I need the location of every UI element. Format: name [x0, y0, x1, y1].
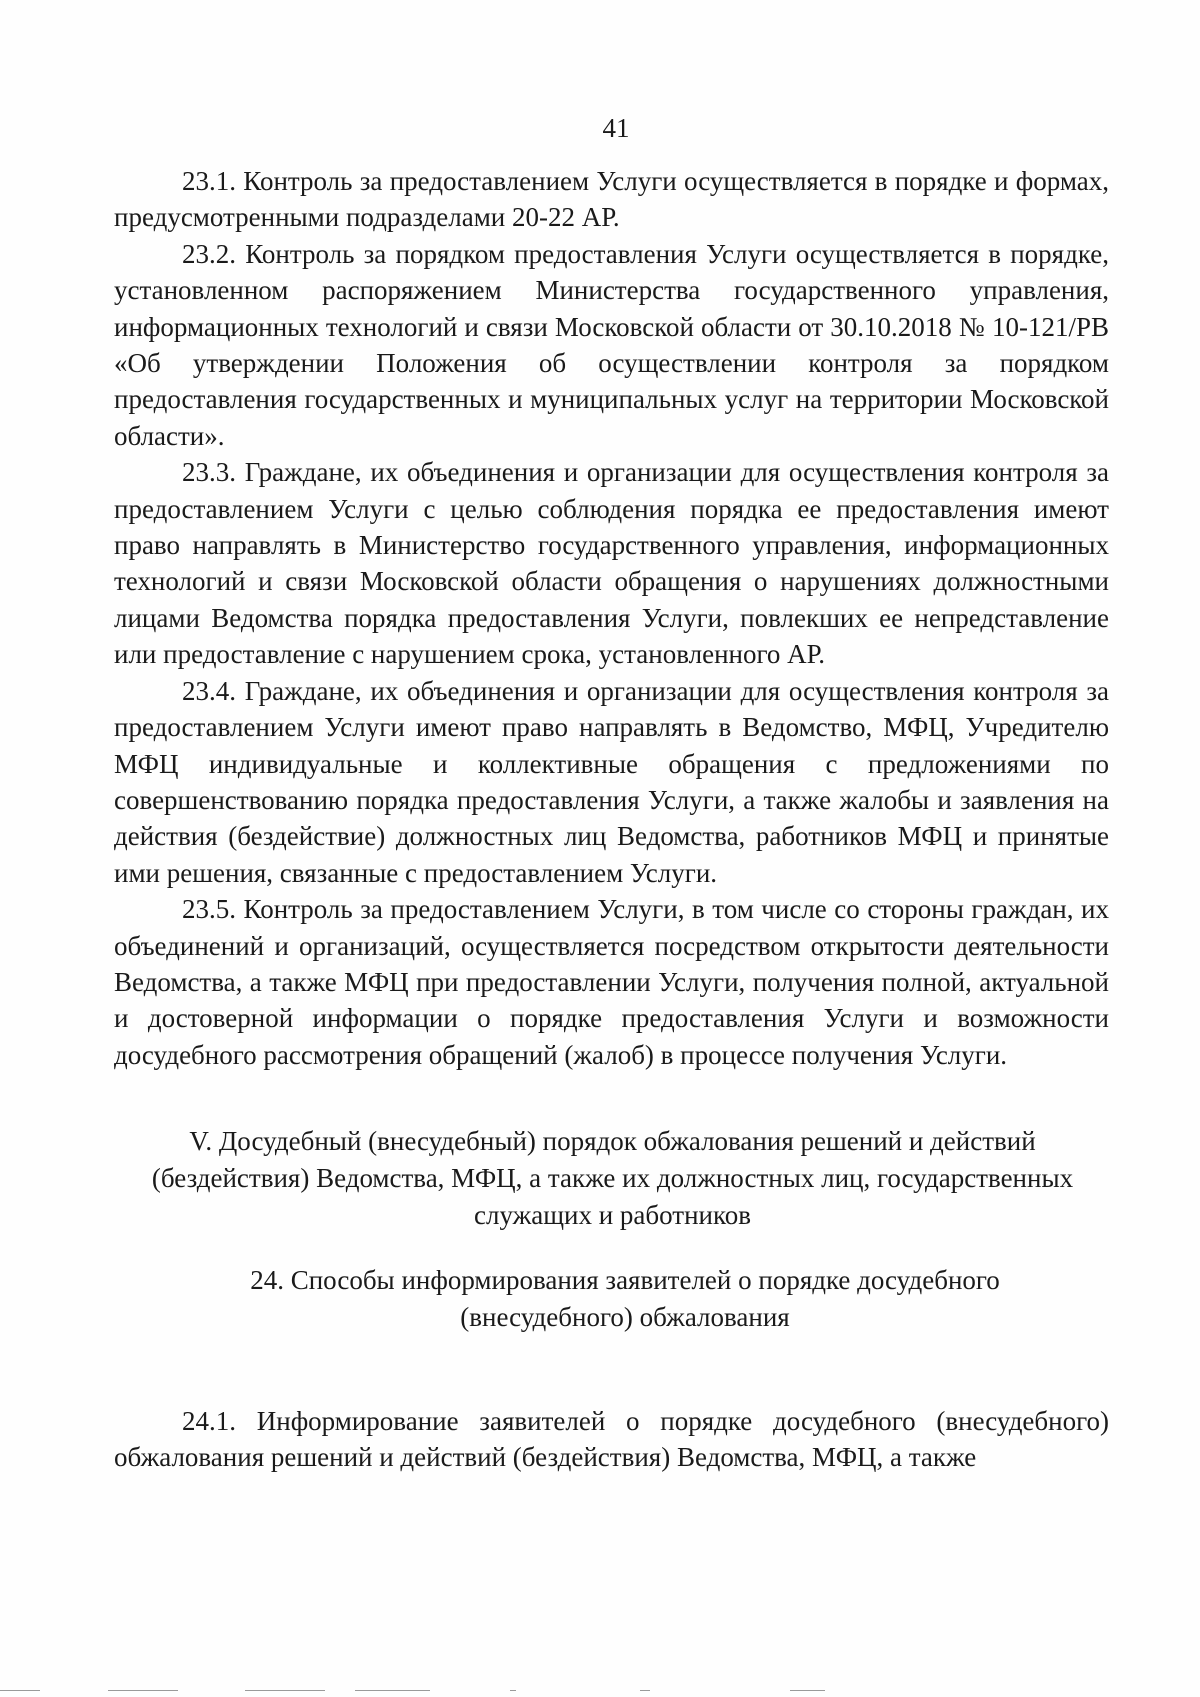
scan-artifact-line: [640, 1690, 650, 1691]
paragraph-23-4: 23.4. Граждане, их объединения и организации для осуществления контроля за предоставлением Услуги имеют право направлять в Ведомство, МФЦ, Учредителю МФЦ индивидуальные и коллективные обращения с предложениями по совершенствованию порядка предоставления Услуги, а также жалобы и заявления на действия (бездействие) должностных лиц Ведомства, работников МФЦ и принятые ими решения, связанные с предоставлением Услуги.: [114, 675, 1109, 888]
document-body-continued: [114, 1403, 1109, 1476]
section-heading-line: (бездействия) Ведомства, МФЦ, а также их должностных лиц, государственных: [151, 1163, 1074, 1193]
paragraph-23-3: 23.3. Граждане, их объединения и организации для осуществления контроля за предоставлением Услуги с целью соблюдения порядка ее предоставления имеют право направлять в Министерство государственного управления, информационных технологий и связи Московской области обращения о нарушениях должностными лицами Ведомства порядка предоставления Услуги, повлекших ее непредставление или предоставление с нарушением срока, установленного АР.: [114, 457, 1109, 670]
subsection-heading-line: (внесудебного) обжалования: [460, 1302, 790, 1332]
subsection-heading: [230, 1262, 1020, 1336]
scan-artifact-line: [355, 1690, 430, 1691]
paragraph-23-1: 23.1. Контроль за предоставлением Услуги осуществляется в порядке и формах, предусмотренными подразделами 20-22 АР.: [114, 166, 1109, 233]
scan-artifacts: [0, 1685, 1200, 1697]
scan-artifact-line: [245, 1690, 325, 1691]
paragraph-24-1: 24.1. Информирование заявителей о порядке досудебного (внесудебного) обжалования решений и действий (бездействия) Ведомства, МФЦ, а также: [114, 1406, 1109, 1473]
section-heading-line: V. Досудебный (внесудебный) порядок обжалования решений и действий: [189, 1126, 1036, 1156]
document-body: [114, 163, 1109, 1073]
section-heading: [120, 1123, 1105, 1234]
section-heading-line: служащих и работников: [474, 1200, 751, 1230]
page-number: 41: [602, 113, 630, 143]
paragraph-23-5: 23.5. Контроль за предоставлением Услуги, в том числе со стороны граждан, их объединений и организаций, осуществляется посредством открытости деятельности Ведомства, а также МФЦ при предоставлении Услуги, получения полной, актуальной и достоверной информации о порядке предоставления Услуги и возможности досудебного рассмотрения обращений (жалоб) в процессе получения Услуги.: [114, 894, 1109, 1070]
subsection-heading-line: 24. Способы информирования заявителей о порядке досудебного: [250, 1265, 1000, 1295]
scan-artifact-line: [0, 1690, 40, 1691]
scan-artifact-line: [108, 1690, 178, 1691]
scan-artifact-line: [510, 1690, 516, 1691]
paragraph-23-2: 23.2. Контроль за порядком предоставления Услуги осуществляется в порядке, установленном распоряжением Министерства государственного управления, информационных технологий и связи Московской области от 30.10.2018 № 10-121/РВ «Об утверждении Положения об осуществлении контроля за порядком предоставления государственных и муниципальных услуг на территории Московской области».: [114, 238, 1109, 451]
scan-artifact-line: [790, 1690, 825, 1691]
